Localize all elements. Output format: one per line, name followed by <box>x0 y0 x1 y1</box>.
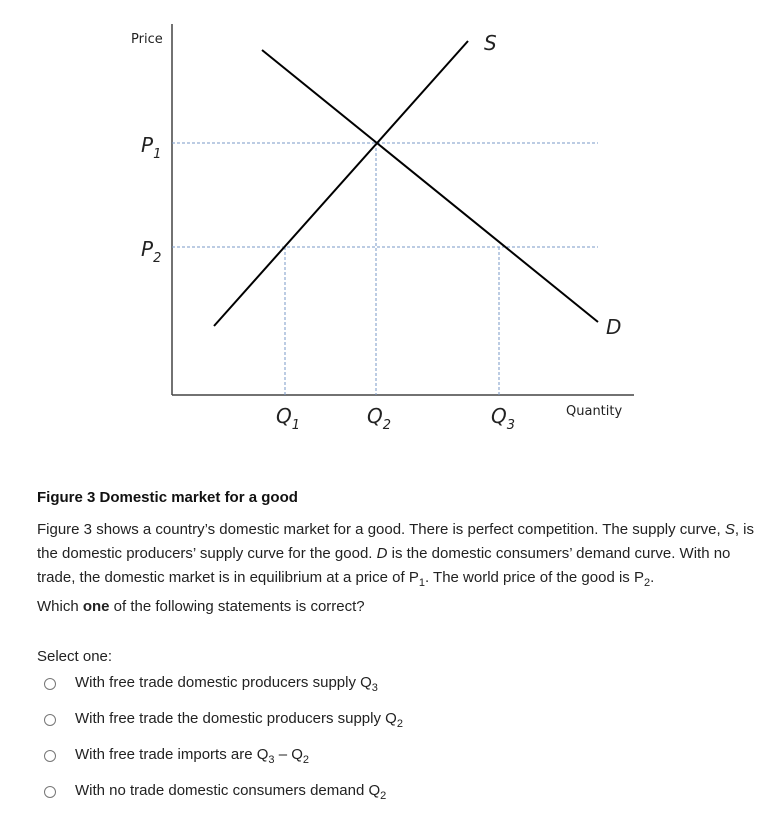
answer-option-label: With no trade domestic consumers demand $Q_2$ <box>75 782 387 802</box>
y-axis-label: Price <box>131 32 163 47</box>
question-prompt: Which one of the following statements is correct? <box>37 598 365 615</box>
q2-label: $Q_2$ <box>367 404 392 433</box>
select-one-label: Select one: <box>37 648 113 665</box>
answer-option-label: With free trade domestic producers supply $Q_3$ <box>75 674 378 694</box>
p2-label: $P_2$ <box>141 237 162 266</box>
answer-option-label: With free trade the domestic producers supply $Q_2$ <box>75 710 403 730</box>
figure-caption: Figure 3 Domestic market for a good <box>37 489 298 506</box>
answer-option-label: With free trade imports are $Q_3 - Q_2$ <box>75 746 310 766</box>
q1-label: $Q_1$ <box>276 404 301 433</box>
answer-option-1[interactable] <box>44 673 378 695</box>
q3-label: $Q_3$ <box>491 404 516 433</box>
radio-button[interactable] <box>44 714 56 726</box>
demand-curve <box>262 50 598 322</box>
supply-label: S <box>484 31 497 55</box>
answer-option-2[interactable] <box>44 709 403 731</box>
x-axis-label: Quantity <box>566 404 623 419</box>
demand-label: D <box>606 315 622 339</box>
radio-button[interactable] <box>44 678 56 690</box>
question-description: Figure 3 shows a country’s domestic market for a good. There is perfect competition. The supply curve, S, is the domestic producers’ supply curve for the good. D is the domestic consumers’ demand curve. With no trade, the domestic market is in equilibrium at a price of $P_1$. The world price of the good is $P_2$. <box>37 521 755 589</box>
supply-curve <box>214 41 468 326</box>
radio-button[interactable] <box>44 786 56 798</box>
answer-option-3[interactable] <box>44 745 309 767</box>
answer-option-4[interactable] <box>44 781 386 803</box>
p1-label: $P_1$ <box>141 133 162 162</box>
radio-button[interactable] <box>44 750 56 762</box>
